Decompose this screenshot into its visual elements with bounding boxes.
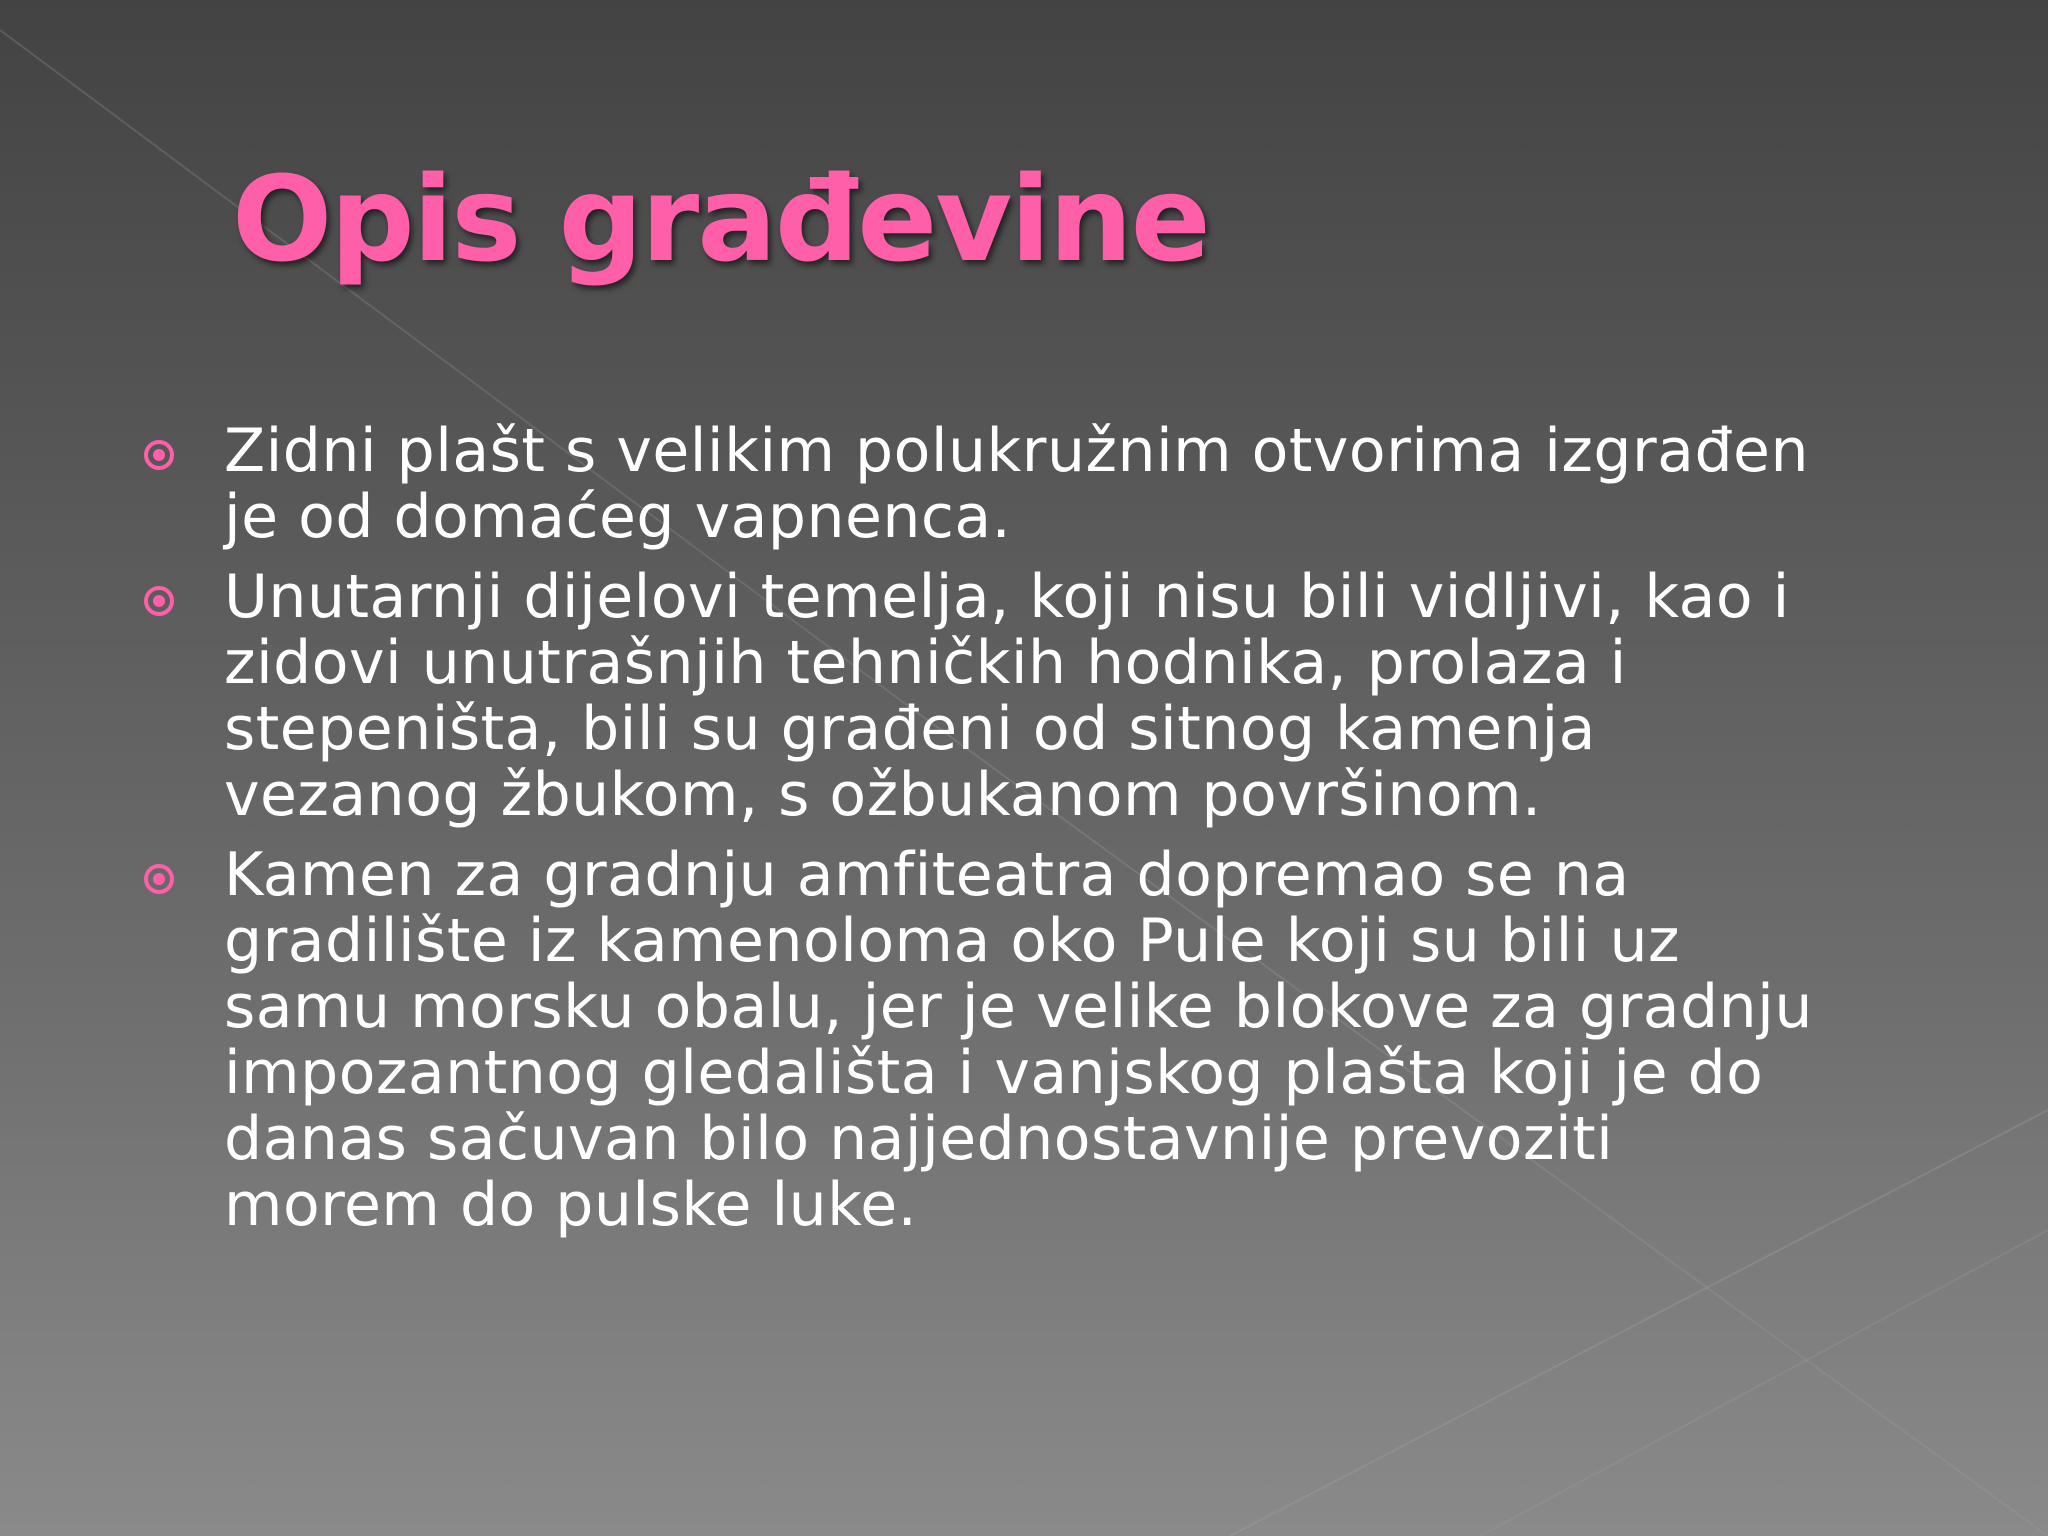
bullet-item: [142, 564, 1932, 828]
bullet-item: [142, 842, 1932, 1238]
bullet-text: Kamen za gradnju amfiteatra dopremao se na gradilište iz kamenoloma oko Pule koji su bili uz samu morsku obalu, jer je velike blokove za gradnju impozantnog gledališta i vanjskog plašta koji je do danas sačuvan bilo najjednostavnije prevoziti morem do pulske luke.: [224, 840, 1813, 1240]
bullet-item: [142, 418, 1932, 550]
bullet-text: Zidni plašt s velikim polukružnim otvorima izgrađen je od domaćeg vapnenca.: [224, 416, 1809, 552]
circle-target-icon: [142, 584, 176, 618]
circle-target-icon: [142, 438, 176, 472]
circle-target-icon: [142, 862, 176, 896]
bullet-list: [142, 418, 1932, 1252]
slide-title: Opis građevine: [232, 150, 1209, 288]
bullet-text: Unutarnji dijelovi temelja, koji nisu bili vidljivi, kao i zidovi unutrašnjih tehničkih hodnika, prolaza i stepeništa, bili su građeni od sitnog kamenja vezanog žbukom, s ožbukanom površinom.: [224, 562, 1790, 830]
